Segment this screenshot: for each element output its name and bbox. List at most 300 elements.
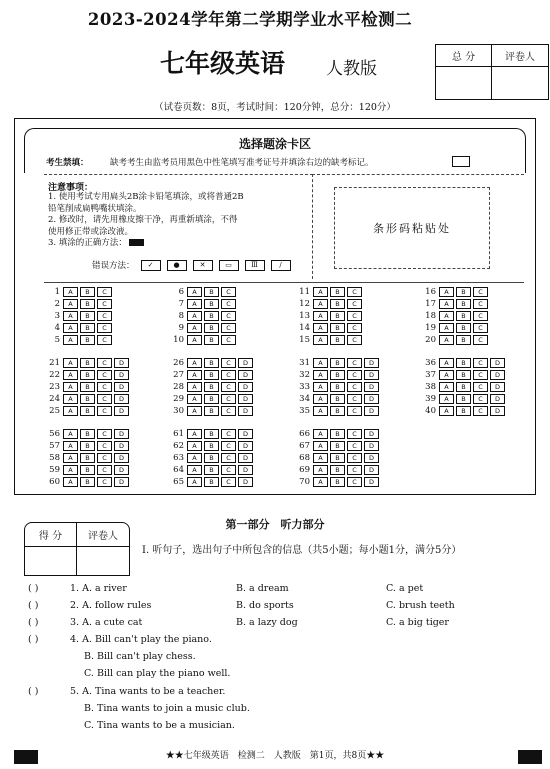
bubble-c[interactable]: C <box>97 429 112 439</box>
bubble-b[interactable]: B <box>80 441 95 451</box>
bubble-b[interactable]: B <box>330 358 345 368</box>
bubble-b[interactable]: B <box>80 323 95 333</box>
question-32 <box>296 369 381 381</box>
bubble-a[interactable]: A <box>187 335 202 345</box>
bubble-b[interactable]: B <box>80 299 95 309</box>
bubble-a[interactable]: A <box>187 465 202 475</box>
bubble-b[interactable]: B <box>330 394 345 404</box>
bubble-d[interactable]: D <box>364 429 379 439</box>
question-number: 57 <box>49 441 60 451</box>
bubble-b[interactable]: B <box>456 323 471 333</box>
bubble-b[interactable]: B <box>330 441 345 451</box>
question-34 <box>296 393 381 405</box>
bubble-d[interactable]: D <box>364 370 379 380</box>
bubble-b[interactable]: B <box>204 287 219 297</box>
note-line <box>48 238 244 250</box>
bubble-c[interactable]: C <box>97 453 112 463</box>
bubble-d[interactable]: D <box>114 477 129 487</box>
bubble-b[interactable]: B <box>80 370 95 380</box>
bubble-b[interactable]: B <box>80 287 95 297</box>
question-33 <box>296 381 381 393</box>
bubble-b[interactable]: B <box>80 382 95 392</box>
question-61 <box>170 428 255 440</box>
bubble-d[interactable]: D <box>238 406 253 416</box>
notes-list <box>48 192 244 250</box>
bubble-a[interactable]: A <box>63 323 78 333</box>
bubble-b[interactable]: B <box>204 477 219 487</box>
question-number: 39 <box>425 394 436 404</box>
question-number: 58 <box>49 453 60 463</box>
bubble-c[interactable]: C <box>221 335 236 345</box>
question-28 <box>170 381 255 393</box>
bubble-c[interactable]: C <box>97 465 112 475</box>
bubble-b[interactable]: B <box>204 453 219 463</box>
wrong-methods <box>92 259 291 271</box>
bubble-d[interactable]: D <box>238 441 253 451</box>
page-footer: ★★七年级英语 检测二 人教版 第1页，共8页★★ <box>165 751 385 761</box>
bubble-a[interactable]: A <box>187 370 202 380</box>
bubble-a[interactable]: A <box>187 358 202 368</box>
bubble-b[interactable]: B <box>456 370 471 380</box>
question-number: 28 <box>173 382 184 392</box>
bubble-b[interactable]: B <box>456 311 471 321</box>
bubble-b[interactable]: B <box>204 311 219 321</box>
bubble-b[interactable]: B <box>80 465 95 475</box>
bubble-b[interactable]: B <box>204 382 219 392</box>
option-a: 5. A. Tina wants to be a teacher. <box>70 686 226 697</box>
question-number: 62 <box>173 441 184 451</box>
question-number: 59 <box>49 465 60 475</box>
bubble-a[interactable]: A <box>439 335 454 345</box>
option-a: 3. A. a cute cat <box>70 617 143 628</box>
bubble-b[interactable]: B <box>330 429 345 439</box>
bubble-a[interactable]: A <box>313 394 328 404</box>
bubble-b[interactable]: B <box>204 441 219 451</box>
bubble-c[interactable]: C <box>473 323 488 333</box>
question-16 <box>422 286 490 298</box>
note-line: 使用修正带或涂改液。 <box>48 226 134 237</box>
bubble-a[interactable]: A <box>63 465 78 475</box>
bubble-d[interactable]: D <box>114 406 129 416</box>
question-11 <box>296 286 364 298</box>
bubble-d[interactable]: D <box>114 465 129 475</box>
bubble-d[interactable]: D <box>364 358 379 368</box>
bubble-a[interactable]: A <box>313 335 328 345</box>
bubble-a[interactable]: A <box>313 429 328 439</box>
question-number: 22 <box>49 370 60 380</box>
bubble-d[interactable]: D <box>238 382 253 392</box>
bubble-a[interactable]: A <box>313 370 328 380</box>
question-number: 17 <box>425 299 436 309</box>
bubble-c[interactable]: C <box>97 299 112 309</box>
question-number: 30 <box>173 406 184 416</box>
bubble-b[interactable]: B <box>204 406 219 416</box>
question-39 <box>422 393 507 405</box>
bubble-d[interactable]: D <box>114 370 129 380</box>
notice-label: 考生禁填： <box>46 158 89 168</box>
bubble-c[interactable]: C <box>347 477 362 487</box>
bubble-c[interactable]: C <box>221 465 236 475</box>
bubble-a[interactable]: A <box>313 311 328 321</box>
bubble-d[interactable]: D <box>238 429 253 439</box>
bubble-a[interactable]: A <box>63 311 78 321</box>
question-23 <box>46 381 131 393</box>
bubble-c[interactable]: C <box>221 358 236 368</box>
bubble-b[interactable]: B <box>456 287 471 297</box>
bubble-b[interactable]: B <box>330 311 345 321</box>
edition-label: 人教版 <box>326 59 377 79</box>
bubble-b[interactable]: B <box>456 406 471 416</box>
bubble-c[interactable]: C <box>97 382 112 392</box>
question-number: 60 <box>49 477 60 487</box>
question-3 <box>46 310 114 322</box>
bubble-c[interactable]: C <box>221 441 236 451</box>
bubble-c[interactable]: C <box>473 311 488 321</box>
bubble-c[interactable]: C <box>347 370 362 380</box>
question-number: 2 <box>54 299 60 309</box>
part1-title: 第一部分 听力部分 <box>225 518 325 531</box>
bubble-a[interactable]: A <box>187 441 202 451</box>
bubble-b[interactable]: B <box>204 335 219 345</box>
bubble-c[interactable]: C <box>347 429 362 439</box>
bubble-c[interactable]: C <box>473 370 488 380</box>
bubble-b[interactable]: B <box>330 465 345 475</box>
bubble-a[interactable]: A <box>187 394 202 404</box>
bubble-b[interactable]: B <box>330 299 345 309</box>
bubble-d[interactable]: D <box>364 465 379 475</box>
bubble-c[interactable]: C <box>347 311 362 321</box>
bubble-c[interactable]: C <box>347 323 362 333</box>
bubble-c[interactable]: C <box>221 406 236 416</box>
bubble-c[interactable]: C <box>97 477 112 487</box>
grade-score-label: 得 分 <box>25 523 77 547</box>
option-a: 2. A. follow rules <box>70 600 152 611</box>
bubble-a[interactable]: A <box>187 311 202 321</box>
bubble-c[interactable]: C <box>97 287 112 297</box>
question-22 <box>46 369 131 381</box>
question-62 <box>170 440 255 452</box>
bubble-a[interactable]: A <box>439 406 454 416</box>
bubble-a[interactable]: A <box>63 299 78 309</box>
bubble-b[interactable]: B <box>330 287 345 297</box>
question-12 <box>296 298 364 310</box>
question-40 <box>422 405 507 417</box>
bubble-c[interactable]: C <box>347 358 362 368</box>
question-number: 56 <box>49 429 60 439</box>
question-24 <box>46 393 131 405</box>
bubble-c[interactable]: C <box>221 299 236 309</box>
bubble-d[interactable]: D <box>238 477 253 487</box>
bubble-b[interactable]: B <box>80 335 95 345</box>
bubble-d[interactable]: D <box>238 453 253 463</box>
exam-title: 2023-2024学年第二学期学业水平检测二 <box>87 10 413 29</box>
bubble-a[interactable]: A <box>187 382 202 392</box>
bubble-b[interactable]: B <box>330 406 345 416</box>
absent-mark-box[interactable] <box>452 156 470 167</box>
bubble-a[interactable]: A <box>439 299 454 309</box>
bubble-b[interactable]: B <box>80 394 95 404</box>
bubble-a[interactable]: A <box>313 477 328 487</box>
question-number: 15 <box>299 335 310 345</box>
question-number: 69 <box>299 465 310 475</box>
wrong-check-icon: ✓ <box>141 260 161 271</box>
question-number: 8 <box>178 311 184 321</box>
bubble-d[interactable]: D <box>490 394 505 404</box>
question-1 <box>46 286 114 298</box>
bubble-a[interactable]: A <box>187 323 202 333</box>
bubble-c[interactable]: C <box>97 441 112 451</box>
bubble-b[interactable]: B <box>80 311 95 321</box>
question-number: 7 <box>178 299 184 309</box>
bubble-b[interactable]: B <box>330 453 345 463</box>
bubble-c[interactable]: C <box>347 287 362 297</box>
bubble-d[interactable]: D <box>114 453 129 463</box>
question-5 <box>46 334 114 346</box>
question-number: 37 <box>425 370 436 380</box>
question-18 <box>422 310 490 322</box>
answer-paren[interactable]: ( ) <box>28 600 39 611</box>
bubble-b[interactable]: B <box>330 335 345 345</box>
bubble-a[interactable]: A <box>313 382 328 392</box>
bubble-d[interactable]: D <box>364 441 379 451</box>
bubble-b[interactable]: B <box>204 394 219 404</box>
question-58 <box>46 452 131 464</box>
bubble-a[interactable]: A <box>63 406 78 416</box>
bubble-b[interactable]: B <box>80 453 95 463</box>
bubble-a[interactable]: A <box>439 394 454 404</box>
bubble-c[interactable]: C <box>347 299 362 309</box>
option-a: 4. A. Bill can't play the piano. <box>70 634 212 645</box>
card-title: 选择题涂卡区 <box>238 137 311 151</box>
bubble-d[interactable]: D <box>490 358 505 368</box>
bubble-a[interactable]: A <box>313 441 328 451</box>
wrong-cross-icon: ✕ <box>193 260 213 271</box>
bubble-a[interactable]: A <box>63 453 78 463</box>
question-38 <box>422 381 507 393</box>
bubble-a[interactable]: A <box>187 406 202 416</box>
wrong-slash-icon: ∕ <box>271 260 291 271</box>
question-10 <box>170 334 238 346</box>
bubble-c[interactable]: C <box>347 453 362 463</box>
wrong-method-label: 错误方法： <box>92 261 135 271</box>
bubble-c[interactable]: C <box>97 311 112 321</box>
question-number: 63 <box>173 453 184 463</box>
bubble-d[interactable]: D <box>364 477 379 487</box>
bubble-d[interactable]: D <box>238 465 253 475</box>
option-a: C. Bill can play the piano well. <box>84 668 231 679</box>
question-number: 13 <box>299 311 310 321</box>
bubble-b[interactable]: B <box>456 358 471 368</box>
bubble-d[interactable]: D <box>490 382 505 392</box>
question-number: 4 <box>54 323 60 333</box>
bubble-b[interactable]: B <box>456 394 471 404</box>
bubble-c[interactable]: C <box>221 323 236 333</box>
bubble-a[interactable]: A <box>187 299 202 309</box>
bubble-c[interactable]: C <box>221 311 236 321</box>
score-label: 总 分 <box>436 45 492 67</box>
bubble-c[interactable]: C <box>347 441 362 451</box>
question-31 <box>296 357 381 369</box>
bubble-c[interactable]: C <box>221 453 236 463</box>
bubble-c[interactable]: C <box>473 406 488 416</box>
bubble-c[interactable]: C <box>347 465 362 475</box>
bubble-a[interactable]: A <box>439 382 454 392</box>
option-c: C. brush teeth <box>386 600 455 611</box>
bubble-d[interactable]: D <box>238 394 253 404</box>
bubble-a[interactable]: A <box>63 335 78 345</box>
answer-paren[interactable]: ( ) <box>28 617 39 628</box>
bubble-c[interactable]: C <box>221 287 236 297</box>
bubble-d[interactable]: D <box>490 406 505 416</box>
bubble-a[interactable]: A <box>187 287 202 297</box>
bubble-b[interactable]: B <box>204 358 219 368</box>
option-c: C. a big tiger <box>386 617 449 628</box>
option-b: B. a lazy dog <box>236 617 298 628</box>
bubble-b[interactable]: B <box>330 382 345 392</box>
bubble-c[interactable]: C <box>347 335 362 345</box>
question-number: 5 <box>54 335 60 345</box>
bubble-a[interactable]: A <box>63 394 78 404</box>
bubble-a[interactable]: A <box>439 323 454 333</box>
note-line: 2. 修改时，请先用橡皮擦干净，再重新填涂，不得 <box>48 215 238 225</box>
bubble-a[interactable]: A <box>313 323 328 333</box>
bubble-b[interactable]: B <box>80 406 95 416</box>
question-number: 32 <box>299 370 310 380</box>
grader-label: 评卷人 <box>492 45 548 67</box>
question-number: 33 <box>299 382 310 392</box>
wrong-bars-icon: Ⅲ <box>245 260 265 271</box>
bubble-d[interactable]: D <box>114 382 129 392</box>
bubble-c[interactable]: C <box>473 358 488 368</box>
bubble-a[interactable]: A <box>63 370 78 380</box>
bubble-b[interactable]: B <box>80 429 95 439</box>
bubble-b[interactable]: B <box>330 370 345 380</box>
bubble-c[interactable]: C <box>97 370 112 380</box>
question-number: 29 <box>173 394 184 404</box>
bubble-c[interactable]: C <box>97 406 112 416</box>
bubble-b[interactable]: B <box>456 382 471 392</box>
bubble-a[interactable]: A <box>439 311 454 321</box>
bubble-a[interactable]: A <box>187 477 202 487</box>
bubble-d[interactable]: D <box>364 394 379 404</box>
bubble-d[interactable]: D <box>490 370 505 380</box>
bubble-a[interactable]: A <box>439 370 454 380</box>
bubble-d[interactable]: D <box>238 370 253 380</box>
bubble-c[interactable]: C <box>347 382 362 392</box>
answer-paren[interactable]: ( ) <box>28 686 39 697</box>
bubble-d[interactable]: D <box>364 382 379 392</box>
question-number: 34 <box>299 394 310 404</box>
bubble-d[interactable]: D <box>364 453 379 463</box>
bubble-c[interactable]: C <box>347 406 362 416</box>
bubble-a[interactable]: A <box>63 441 78 451</box>
bubble-a[interactable]: A <box>439 358 454 368</box>
bubble-d[interactable]: D <box>238 358 253 368</box>
question-13 <box>296 310 364 322</box>
question-35 <box>296 405 381 417</box>
bubble-a[interactable]: A <box>313 406 328 416</box>
bubble-a[interactable]: A <box>187 429 202 439</box>
bubble-c[interactable]: C <box>221 429 236 439</box>
bubble-b[interactable]: B <box>204 465 219 475</box>
bubble-b[interactable]: B <box>456 335 471 345</box>
bubble-a[interactable]: A <box>313 299 328 309</box>
bubble-b[interactable]: B <box>456 299 471 309</box>
option-b: B. do sports <box>236 600 294 611</box>
bubble-a[interactable]: A <box>313 453 328 463</box>
grade-score-cell <box>25 547 77 575</box>
bubble-c[interactable]: C <box>97 335 112 345</box>
question-14 <box>296 322 364 334</box>
bubble-c[interactable]: C <box>473 382 488 392</box>
bubble-b[interactable]: B <box>204 323 219 333</box>
wrong-half-icon: ▭ <box>219 260 239 271</box>
option-b: B. a dream <box>236 583 289 594</box>
bubble-c[interactable]: C <box>221 477 236 487</box>
bubble-d[interactable]: D <box>114 429 129 439</box>
bubble-a[interactable]: A <box>313 358 328 368</box>
question-number: 12 <box>299 299 310 309</box>
question-number: 16 <box>425 287 436 297</box>
bubble-b[interactable]: B <box>80 477 95 487</box>
bubble-c[interactable]: C <box>97 323 112 333</box>
question-number: 26 <box>173 358 184 368</box>
bubble-a[interactable]: A <box>63 358 78 368</box>
bubble-c[interactable]: C <box>97 358 112 368</box>
bubble-c[interactable]: C <box>347 394 362 404</box>
bubble-b[interactable]: B <box>204 429 219 439</box>
bubble-c[interactable]: C <box>473 335 488 345</box>
question-25 <box>46 405 131 417</box>
bubble-d[interactable]: D <box>364 406 379 416</box>
bubble-a[interactable]: A <box>313 465 328 475</box>
bubble-c[interactable]: C <box>97 394 112 404</box>
bubble-d[interactable]: D <box>114 441 129 451</box>
bubble-c[interactable]: C <box>473 299 488 309</box>
bubble-a[interactable]: A <box>63 287 78 297</box>
bubble-d[interactable]: D <box>114 394 129 404</box>
option-a: B. Tina wants to join a music club. <box>84 703 250 714</box>
bubble-c[interactable]: C <box>473 394 488 404</box>
bubble-a[interactable]: A <box>439 287 454 297</box>
option-a: 1. A. a river <box>70 583 127 594</box>
bubble-b[interactable]: B <box>330 477 345 487</box>
bubble-c[interactable]: C <box>473 287 488 297</box>
bubble-b[interactable]: B <box>330 323 345 333</box>
note-line: 铅笔削成扁鸭嘴状填涂。 <box>48 203 142 214</box>
answer-paren[interactable]: ( ) <box>28 583 39 594</box>
bubble-a[interactable]: A <box>313 287 328 297</box>
bubble-b[interactable]: B <box>80 358 95 368</box>
bubble-b[interactable]: B <box>204 299 219 309</box>
question-number: 9 <box>178 323 184 333</box>
bubble-c[interactable]: C <box>221 370 236 380</box>
question-number: 21 <box>49 358 60 368</box>
question-number: 20 <box>425 335 436 345</box>
correct-fill-icon <box>129 239 144 246</box>
bubble-a[interactable]: A <box>63 477 78 487</box>
answer-paren[interactable]: ( ) <box>28 634 39 645</box>
bubble-b[interactable]: B <box>204 370 219 380</box>
question-70 <box>296 476 381 488</box>
bubble-a[interactable]: A <box>63 429 78 439</box>
question-number: 36 <box>425 358 436 368</box>
bubble-d[interactable]: D <box>114 358 129 368</box>
bubble-c[interactable]: C <box>221 394 236 404</box>
bubble-c[interactable]: C <box>221 382 236 392</box>
bubble-a[interactable]: A <box>187 453 202 463</box>
bubble-a[interactable]: A <box>63 382 78 392</box>
